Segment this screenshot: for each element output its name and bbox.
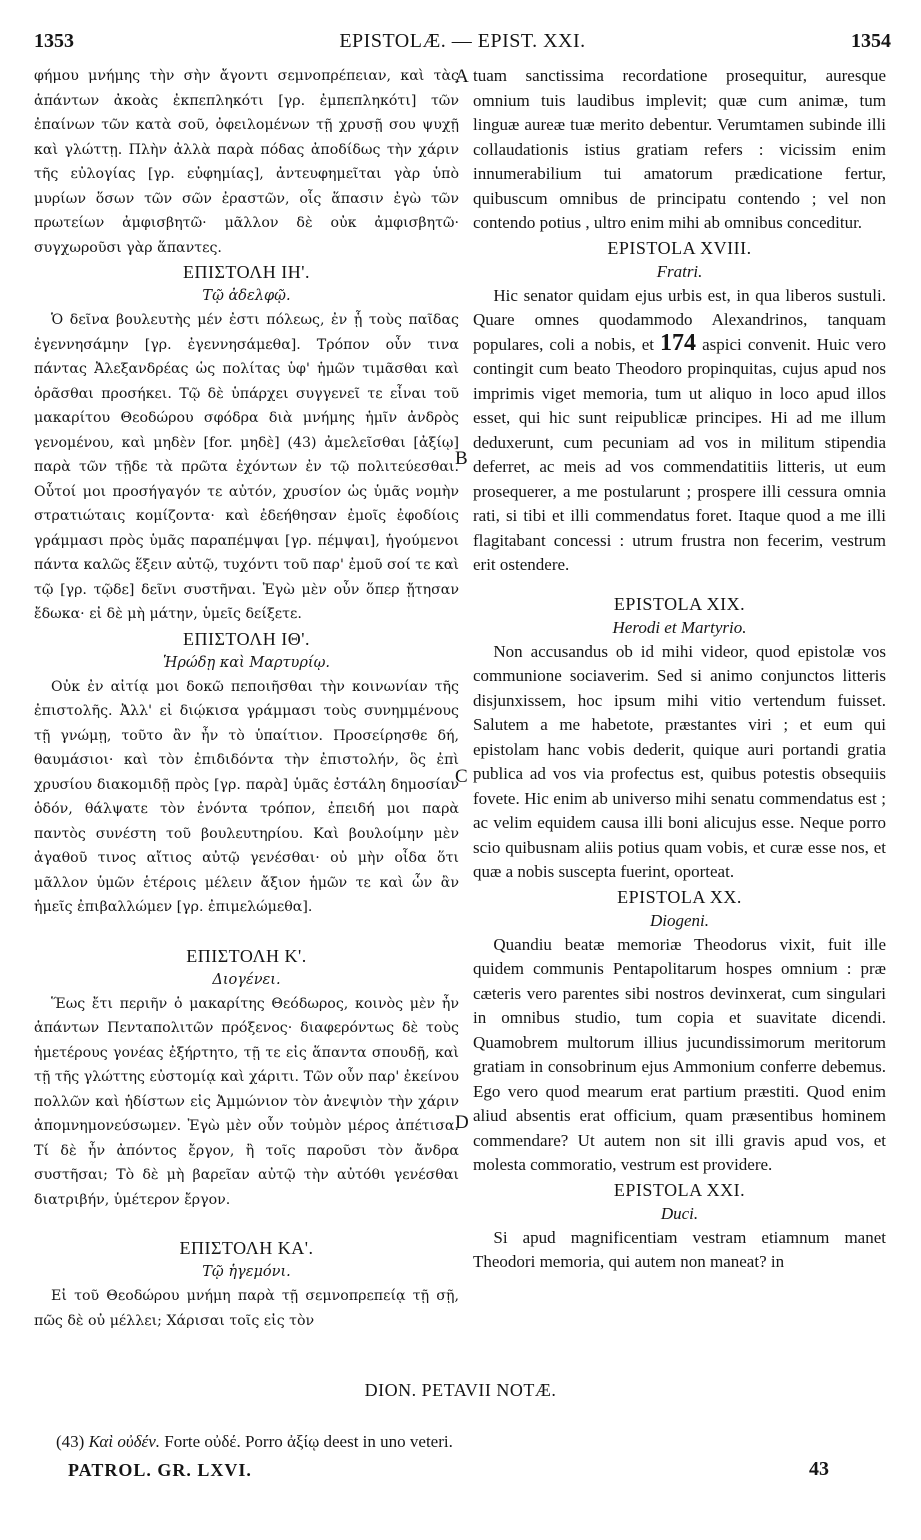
greek-letter-19: Οὐκ ἐν αἰτίᾳ μοι δοκῶ πεποιῆσθαι τὴν κοινωνίαν τῆς ἐπιστολῆς. Ἀλλ' εἰ διῴκισα γράμμασι τοὺς συνημμένους τῇ γνώμῃ, τοῦτο ἂν ἦν τὸ ὑπαίτιον. Προσείρησθε δή, θαυμάσιοι· καὶ τὸν ἐπιδιδόντα τὴν ἐπιστολήν, ὃς ἐπὶ χρυσίου διακομιδῇ πρὸς [γρ. παρὰ] ὑμᾶς ἐστάλη δημοσίαν ὁδόν, θάλψατε τὸν ἐνόντα τρόπον, ἐπειδή μοι παρὰ παντὸς συνέστη τοῦ βουλευτηρίου. Καὶ βουλοίμην μὲν ἀγαθοῦ τινος αἴτιος αὐτῷ γενέσθαι· οὐ μὴν οἶδα ὅτι μᾶλλον ὑμῶν ἑτέροις μέλειν ἄξιον ἡμῶν τε καὶ ὧν ἂν ἡμεῖς ἐπιβαλλώμεν [γρ. ἐπιμελώμεθα]. [34, 678, 459, 915]
running-title: EPISTOLÆ. — EPIST. XXI. [339, 30, 586, 52]
footnote-number: (43) [56, 1432, 85, 1451]
latin-column [473, 64, 886, 1275]
footnote-text: Forte οὐδέ. Porro ἀξίῳ deest in uno veteri. [164, 1432, 453, 1451]
greek-paragraph-continued: φήμου μνήμης τὴν σὴν ἄγοντι σεμνοπρέπειαν, καὶ τὰς ἁπάντων ἀκοὰς ἐκπεπληκότι [γρ. ἐμπεπληκότι] τῶν ἐπαίνων τῶν κατὰ σοῦ, ὀφειλομένων τῇ χρυσῇ σου ψυχῇ καὶ γλώττῃ. Πλὴν ἀλλὰ παρὰ πόδας ἀποδίδως τὴν χάριν τῆς εὐλογίας [γρ. εὐφημίας], ἀντευφημεῖται γὰρ ὑπὸ μυρίων ὅσων τῶν σῶν ἐραστῶν, οἷς ἅπασιν ἐγὼ τῶν πρωτείων ἀμφισβητῶ· μᾶλλον δὲ οὐκ ἀμφισβητῶ· συγχωροῦσι γὰρ ἅπαντες. [34, 68, 459, 256]
greek-title-20: ΕΠΙΣΤΟΛΗ Κ'. [186, 945, 307, 966]
footnote-43 [56, 1432, 453, 1452]
greek-title-19: ΕΠΙΣΤΟΛΗ ΙΘ'. [182, 628, 311, 649]
greek-address-21: Τῷ ἡγεμόνι. [202, 1264, 291, 1280]
latin-title-19: EPISTOLA XIX. [613, 593, 746, 614]
notes-heading: DION. PETAVII NOTÆ. [364, 1380, 557, 1400]
footnote-lemma: Καὶ οὐδέν. [88, 1432, 161, 1451]
latin-letter-20: Quandiu beatæ memoriæ Theodorus vixit, fuit ille quidem communis Pentapolitarum hospes omnium : præ cæteris vero parentes sibi nostros devinxerat, cum singulari in omnibus studio, tum copia et suavitate dicendi. Quamobrem multorum illius jucundissimorum meritorum gratiam in consobrinum ejus Ammonium conferre debemus. Ego vero quod mearum erat partium præstiti. Quod enim aliud absentis erat officium, quam præsentibus hominem commendare? Ut autem non sit illi gravis apud vos, et molesta commoratio, vestrum est providere. [473, 934, 886, 1174]
latin-address-18: Fratri. [656, 261, 703, 281]
margin-letter-b: B [455, 448, 468, 469]
greek-address-20: Διογένει. [212, 971, 281, 988]
latin-address-20: Diogeni. [649, 910, 710, 930]
margin-letter-a: A [455, 66, 469, 87]
latin-letter-18: Hic senator quidam ejus urbis est, in qua liberos sustuli. Quare omnes quodammodo Alexandrinos, tanquam populares, coli a nobis, et 174 aspici convenit. Huic vero contingit cum beato Theodoro propinquitas, cujus apud nos imprimis viget memoria, tum ut aliquo in loco apud illos esset, qui hic sunt reipublicæ principes. Hi ad me illum deduxerunt, cum pecuniam ad vos in militum stipendia deferret, ac meis ad vos commendatitiis litteris, ut eum prosequerer, a me postularunt ; prospere illi cessura omnia rati, si tibi et illi commendatus foret. Itaque quod a me illi flagitabant concessi : utrum frustra non fecerim, vestrum erit ostendere. [473, 285, 886, 574]
page-number-right: 1354 [851, 30, 891, 52]
greek-title-21: ΕΠΙΣΤΟΛΗ ΚΑ'. [179, 1238, 314, 1258]
greek-letter-20: Ἕως ἔτι περιῆν ὁ μακαρίτης Θεόδωρος, κοινὸς μὲν ἦν ἁπάντων Πενταπολιτῶν πρόξενος· διαφερόντως δὲ τοὺς ἡμετέρους γονέας ἐξήρτητο, τῇ τε εἰς ἅπαντα σπουδῇ, καὶ τῇ τῆς γλώττης εὐστομίᾳ καὶ χάριτι. Τῶν οὖν παρ' ἐκείνου πολλῶν καὶ ἡδίστων εἰς Ἀμμώνιον τὸν ἀνεψιὸν τὴν χάριν ἀπομνημονεύσωμεν. Ἐγὼ μὲν οὖν τοὐμὸν μέρος ἀπέτισα. Τί δὲ ἦν ἀπόντος ἔργον, ἢ τοῖς παροῦσι τὸν ἄνδρα συστῆσαι; Τὸ δὲ μὴ βαρεῖαν αὐτῷ τὴν αὐτόθι γενέσθαι διατριβήν, ὑμέτερον ἔργον. [34, 995, 459, 1208]
greek-address-19: Ἡρώδῃ καὶ Μαρτυρίῳ. [163, 654, 330, 671]
greek-title-18: ΕΠΙΣΤΟΛΗ ΙΗ'. [182, 262, 311, 282]
latin-title-20: EPISTOLA XX. [617, 886, 742, 907]
margin-letter-d: D [455, 1112, 469, 1133]
margin-letter-c: C [455, 766, 468, 787]
page-number-left: 1353 [34, 30, 74, 52]
greek-letter-21: Εἰ τοῦ Θεοδώρου μνήμη παρὰ τῇ σεμνοπρεπείᾳ τῇ σῇ, πῶς δὲ οὐ μέλλει; Χάρισαι τοῖς εἰς τὸν [34, 1288, 459, 1329]
latin-paragraph-continued: tuam sanctissima recordatione prosequitur, auresque omnium tuis laudibus implevit; quæ cum animæ, tum linguæ aureæ tuæ merito debentur. Verumtamen subinde illi collaudationis istius gratiam refers : vicissim enim innumerabilium tui amatorum prædicatione fertur, quibuscum omnibus de principatu contendo ; vel non contendo potius , ultro enim mihi ab omnibus conceditur. [473, 66, 886, 232]
page-header [34, 30, 891, 56]
greek-column [34, 64, 459, 1333]
latin-address-21: Duci. [660, 1203, 699, 1223]
footer-sheet-number: 43 [809, 1458, 829, 1480]
latin-title-18: EPISTOLA XVIII. [607, 237, 752, 258]
latin-letter-21: Si apud magnificentiam vestram etiamnum manet Theodori memoria, qui autem non maneat? in [473, 1227, 886, 1271]
footer-signature: PATROL. GR. LXVI. [68, 1460, 252, 1480]
latin-title-21: EPISTOLA XXI. [613, 1179, 746, 1200]
column-number: 174 [660, 329, 697, 356]
latin-letter-19: Non accusandus ob id mihi videor, quod epistolæ vos communione sociaverim. Sed si animo conjunctos litteris disjunxissem, hoc ipsum mihi vitio vertendum fuisset. Salutem a me habetote, præstantes viri ; et eum qui epistolam hanc vobis dederit, quique auri portandi gratia publica ad vos via profectus est, quibus potestis obsequiis fovete. Hic enim ab universo mihi senatu commendatus est ; ac velim equidem causa illi boni alicujus esse. Neque porro scio quibusnam aliis potius quam vobis, et curæ esse nos, et quæ a nobis suscepta fuerint, oporteat. [473, 641, 886, 881]
greek-address-18: Τῷ ἀδελφῷ. [202, 288, 291, 304]
latin-address-19: Herodi et Martyrio. [612, 617, 747, 637]
greek-letter-18: Ὁ δεῖνα βουλευτὴς μέν ἐστι πόλεως, ἐν ᾗ τοὺς παῖδας ἐγεννησάμην [γρ. ἐγεννησάμεθα]. Τρόπον οὖν τινα πάντας Ἀλεξανδρέας ὡς πολίτας ὑφ' ἡμῶν τιμᾶσθαι καὶ ὁρᾶσθαι προσήκει. Τῷ δὲ ὑπάρχει συγγενεῖ τε εἶναι τοῦ μακαρίτου Θεοδώρου σφόδρα διὰ μνήμης ἡμῖν ἀνδρὸς γενομένου, καὶ μηδὲν [for. μηδὲ] (43) ἀμελεῖσθαι [ἀξίῳ] παρὰ τῶν τῇδε τὰ πρῶτα ἐχόντων ἐν τῷ πολιτεύεσθαι. Οὗτοί μοι προσήγαγόν τε αὐτόν, χρυσίον ὡς ὑμᾶς νομὴν στρατιώταις κομίζοντα· καὶ ἐδεήθησαν ἐμοῖς ἐφοδίοις γράμμασι πρὸς ὑμᾶς παραπέμψαι [γρ. πέμψαι], ἡγούμενοι πάντα καλῶς ἕξειν αὐτῷ, τυχόντι τοῦ παρ' ἐμοῦ σοί τε καὶ τῷ [γρ. τῷδε] δεῖνι συστῆναι. Ἐγὼ μὲν οὖν ὅπερ ᾔτησαν ἔδωκα· εἰ δὲ μὴ μάτην, ὑμεῖς δείξετε. [34, 312, 459, 622]
